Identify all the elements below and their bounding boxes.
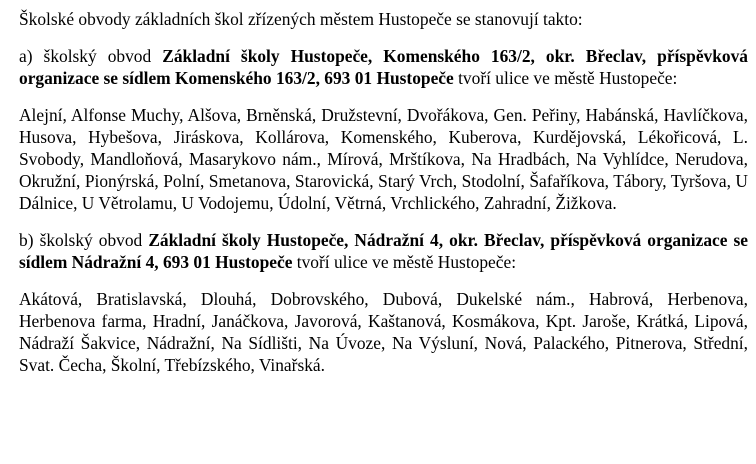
district-a-streets: Alejní, Alfonse Muchy, Alšova, Brněnská, Družstevní, Dvořákova, Gen. Peřiny, Habánská, Havlíčkova, Husova, Hybešova, Jiráskova, Kollárova, Komenského, Kuberova, Kurdějovská, Lékořicová, L. Svobody, Mandloňová, Masarykovo nám., Mírová, Mrštíkova, Na Hradbách, Na Vyhlídce, Nerudova, Okružní, Pionýrská, Polní, Smetanova, Starovická, Starý Vrch, Stodolní, Šafaříkova, Tábory, Tyršova, U Dálnice, U Větrolamu, U Vodojemu, Údolní, Větrná, Vrchlického, Zahradní, Žižkova.	[19, 105, 748, 213]
district-b-heading	[19, 229, 748, 273]
district-b-tail: tvoří ulice ve městě Hustopeče:	[296, 252, 517, 272]
document-page	[19, 8, 748, 391]
district-a-tail: tvoří ulice ve městě Hustopeče:	[458, 68, 678, 88]
district-a-heading	[19, 45, 748, 89]
district-b-school: Základní školy Hustopeče, Nádražní 4, okr. Břeclav, příspěvková organizace se sídlem Nádražní 4, 693 01 Hustopeče	[19, 230, 748, 272]
district-b-lead: školský obvod	[39, 230, 143, 250]
district-b-streets: Akátová, Bratislavská, Dlouhá, Dobrovského, Dubová, Dukelské nám., Habrová, Herbenova, Herbenova farma, Hradní, Janáčkova, Javorová, Kaštanová, Kosmákova, Kpt. Jaroše, Krátká, Lipová, Nádraží Šakvice, Nádražní, Na Sídlišti, Na Úvoze, Na Výsluní, Nová, Palackého, Pitnerova, Střední, Svat. Čecha, Školní, Třebízského, Vinařská.	[19, 289, 748, 375]
district-a-lead: školský obvod	[43, 46, 152, 66]
intro-paragraph: Školské obvody základních škol zřízených městem Hustopeče se stanovují takto:	[19, 9, 583, 29]
district-a-letter: a)	[19, 46, 33, 66]
district-a-school: Základní školy Hustopeče, Komenského 163/2, okr. Břeclav, příspěvková organizace se sídlem Komenského 163/2, 693 01 Hustopeče	[19, 46, 748, 88]
district-b-letter: b)	[19, 230, 34, 250]
